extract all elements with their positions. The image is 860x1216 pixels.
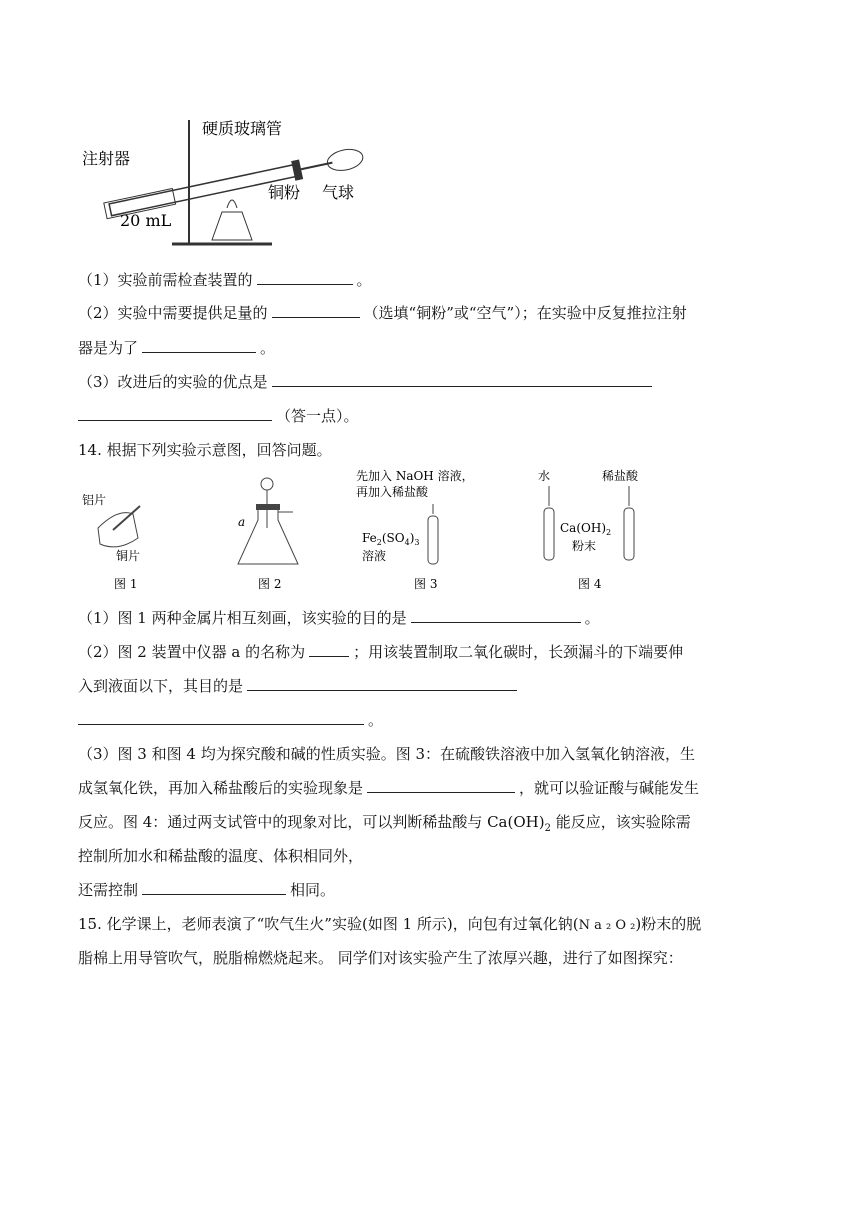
fig2-caption: 图 2 — [258, 577, 282, 591]
fig4-powder: $Ca(OH)_2$ — [560, 521, 612, 537]
q14-part3-line5: 还需控制 相同。 — [78, 881, 336, 899]
apparatus-figure — [72, 112, 372, 252]
fig1-caption: 图 1 — [114, 577, 138, 591]
fig1-label-cu: 铜片 — [116, 549, 141, 563]
q14-part2: （2）图 2 装置中仪器 a 的名称为 ；用该装置制取二氧化碳时，长颈漏斗的下端要伸 — [78, 643, 684, 661]
answer-blank[interactable] — [272, 372, 652, 387]
fig4-acid: 稀盐酸 — [602, 469, 639, 483]
q13-part3-cont: （答一点）。 — [78, 406, 359, 426]
answer-blank[interactable] — [309, 642, 349, 657]
q14-part1: （1）图 1 两种金属片相互刻画，该实验的目的是 。 — [78, 609, 600, 627]
fig3-solution-word: 溶液 — [362, 549, 387, 563]
q13-part2-cont: 器是为了 。 — [78, 339, 276, 357]
answer-blank[interactable] — [142, 880, 286, 895]
answer-blank[interactable] — [78, 710, 364, 725]
q13-part2: （2）实验中需要提供足量的 （选填“铜粉”或“空气”）；在实验中反复推拉注射 — [78, 304, 687, 322]
fig3-top2: 再加入稀盐酸 — [356, 485, 429, 499]
fig2-label-a: a — [238, 515, 246, 529]
q14-part3-line1: （3）图 3 和图 4 均为探究酸和碱的性质实验。图 3：在硫酸铁溶液中加入氢氧化钠溶液，生 — [78, 745, 696, 763]
label-syringe: 注射器 — [82, 149, 131, 168]
label-balloon: 气球 — [322, 183, 355, 202]
fig1-label-al: 铝片 — [82, 493, 107, 507]
q14-figures — [78, 468, 718, 596]
answer-blank[interactable] — [257, 270, 353, 285]
q14-part3-line2: 成氢氧化铁，再加入稀盐酸后的实验现象是 ，就可以验证酸与碱能发生 — [78, 779, 700, 797]
fig4-water: 水 — [538, 469, 551, 483]
fig4-powder-word: 粉末 — [572, 539, 597, 553]
label-copper: 铜粉 — [268, 183, 301, 202]
label-volume: 20 mL — [120, 211, 172, 230]
answer-blank[interactable] — [367, 778, 515, 793]
answer-blank[interactable] — [411, 608, 581, 623]
fig3-solution: $Fe_2(SO_4)_3$ — [362, 531, 420, 547]
answer-blank[interactable] — [78, 406, 272, 421]
q14-part2-cont2: 。 — [78, 710, 383, 730]
fig3-caption: 图 3 — [414, 577, 438, 591]
q14-part3-line3: 反应。图 4：通过两支试管中的现象对比，可以判断稀盐酸与 $Ca(OH)_2$ 能反应，该实验除需 — [78, 813, 691, 834]
fig3-top1: 先加入 NaOH 溶液， — [356, 469, 474, 483]
q14-part2-cont: 入到液面以下，其目的是 — [78, 676, 521, 696]
q14-part3-line4: 控制所加水和稀盐酸的温度、体积相同外， — [78, 847, 364, 865]
fig4-caption: 图 4 — [578, 577, 602, 591]
answer-blank[interactable] — [247, 676, 517, 691]
q13-part3: （3）改进后的实验的优点是 — [78, 372, 656, 392]
answer-blank[interactable] — [272, 303, 360, 318]
label-tube: 硬质玻璃管 — [202, 119, 283, 138]
q15-line1: 15. 化学课上，老师表演了“吹气生火”实验(如图 1 所示)，向包有过氧化钠(N a ₂ O ₂)粉末的脱 — [78, 915, 702, 933]
q15-line2: 脂棉上用导管吹气，脱脂棉燃烧起来。 同学们对该实验产生了浓厚兴趣，进行了如图探究： — [78, 949, 683, 967]
answer-blank[interactable] — [142, 338, 256, 353]
q14-title: 14. 根据下列实验示意图，回答问题。 — [78, 441, 332, 459]
q13-part1: （1）实验前需检查装置的 。 — [78, 271, 372, 289]
